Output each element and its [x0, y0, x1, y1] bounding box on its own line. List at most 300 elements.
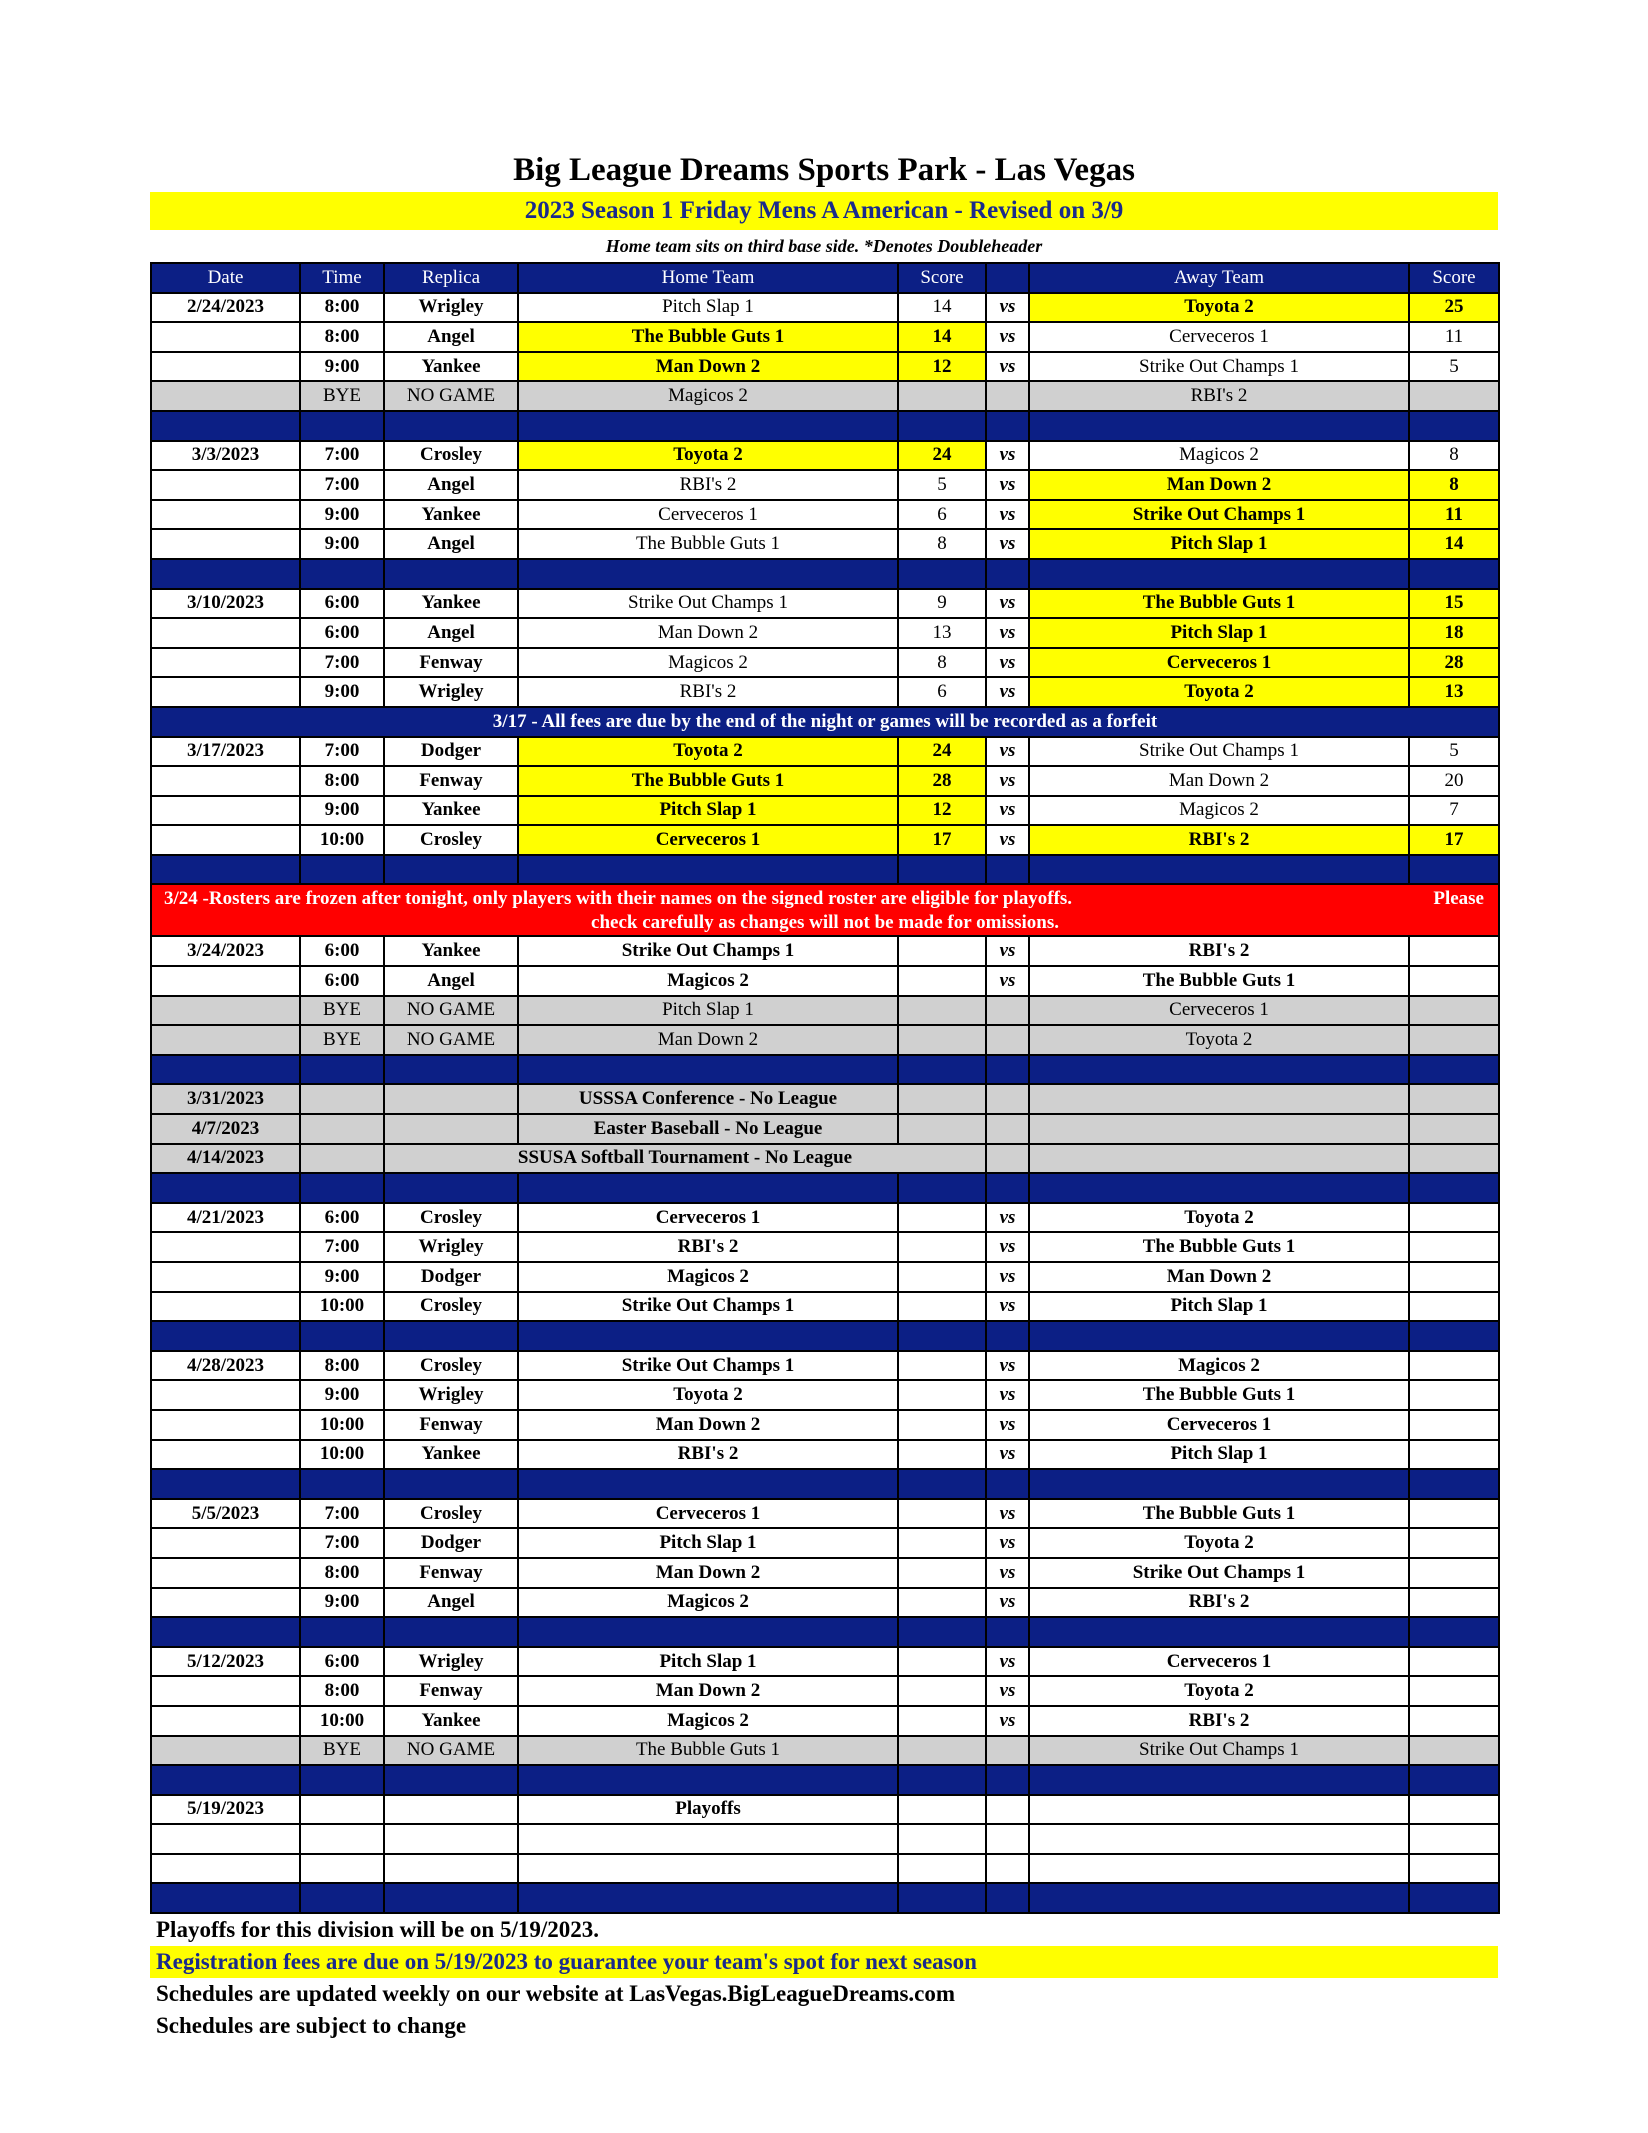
game-row — [151, 1440, 1499, 1470]
row-away-score — [1409, 936, 1499, 966]
row-away-score: 13 — [1409, 677, 1499, 707]
row-vs — [986, 1854, 1029, 1884]
row-home-score — [898, 1736, 986, 1766]
row-away-team: Strike Out Champs 1 — [1029, 1736, 1409, 1766]
row-home-score — [898, 1025, 986, 1055]
row-replica: NO GAME — [384, 381, 518, 411]
row-replica: Fenway — [384, 766, 518, 796]
row-vs: vs — [986, 648, 1029, 678]
row-home-score — [898, 1262, 986, 1292]
row-away-score: 14 — [1409, 529, 1499, 559]
row-home-score: 28 — [898, 766, 986, 796]
row-home-team: RBI's 2 — [518, 470, 898, 500]
row-date — [151, 1292, 300, 1322]
bye-row — [151, 1025, 1499, 1055]
row-home-score — [898, 1440, 986, 1470]
row-time: 7:00 — [300, 441, 384, 471]
row-home-team: Man Down 2 — [518, 1676, 898, 1706]
separator-cell — [300, 559, 384, 589]
row-date: 4/21/2023 — [151, 1203, 300, 1233]
row-time: 9:00 — [300, 677, 384, 707]
row-replica: Wrigley — [384, 1647, 518, 1677]
row-time: 6:00 — [300, 589, 384, 619]
row-replica: Wrigley — [384, 677, 518, 707]
separator-cell — [1409, 1055, 1499, 1085]
row-vs: vs — [986, 1410, 1029, 1440]
row-replica: Yankee — [384, 936, 518, 966]
row-date: 3/17/2023 — [151, 737, 300, 767]
row-away-team: The Bubble Guts 1 — [1029, 1499, 1409, 1529]
row-vs: vs — [986, 1647, 1029, 1677]
row-date — [151, 677, 300, 707]
row-home-score — [898, 1528, 986, 1558]
row-date: 4/28/2023 — [151, 1351, 300, 1381]
row-away-team: Toyota 2 — [1029, 1203, 1409, 1233]
separator-cell — [1029, 1883, 1409, 1913]
row-vs — [986, 1824, 1029, 1854]
row-time — [300, 1824, 384, 1854]
week-separator — [151, 1469, 1499, 1499]
row-vs: vs — [986, 352, 1029, 382]
row-home-score — [898, 1824, 986, 1854]
row-time — [300, 1084, 384, 1114]
row-vs: vs — [986, 966, 1029, 996]
separator-cell — [518, 1883, 898, 1913]
row-away-score — [1409, 1351, 1499, 1381]
separator-cell — [384, 1765, 518, 1795]
game-row — [151, 1203, 1499, 1233]
row-replica: Crosley — [384, 1351, 518, 1381]
row-vs: vs — [986, 1380, 1029, 1410]
row-away-score — [1409, 1706, 1499, 1736]
row-replica: Yankee — [384, 1440, 518, 1470]
row-away-team: The Bubble Guts 1 — [1029, 1380, 1409, 1410]
row-home-team: Magicos 2 — [518, 648, 898, 678]
row-date — [151, 996, 300, 1026]
row-replica: Fenway — [384, 1410, 518, 1440]
row-away-team: Toyota 2 — [1029, 1676, 1409, 1706]
row-away-team: Pitch Slap 1 — [1029, 529, 1409, 559]
row-vs — [986, 1114, 1029, 1144]
row-date — [151, 322, 300, 352]
row-away-score — [1409, 1380, 1499, 1410]
separator-cell — [151, 1617, 300, 1647]
separator-cell — [986, 1765, 1029, 1795]
row-vs: vs — [986, 293, 1029, 323]
separator-cell — [898, 1765, 986, 1795]
row-date — [151, 1558, 300, 1588]
row-replica: Angel — [384, 1588, 518, 1618]
row-away-score: 17 — [1409, 825, 1499, 855]
footer-website-note: Schedules are updated weekly on our website at LasVegas.BigLeagueDreams.com — [156, 1981, 956, 2007]
row-home-team: Man Down 2 — [518, 352, 898, 382]
row-date — [151, 1588, 300, 1618]
separator-cell — [986, 559, 1029, 589]
row-away-team: Toyota 2 — [1029, 1025, 1409, 1055]
row-replica: Fenway — [384, 1558, 518, 1588]
row-home-score — [898, 1203, 986, 1233]
page-subtitle: 2023 Season 1 Friday Mens A American - Revised on 3/9 — [150, 192, 1498, 230]
row-date: 3/10/2023 — [151, 589, 300, 619]
row-home-team: Cerveceros 1 — [518, 1203, 898, 1233]
row-away-score — [1409, 1440, 1499, 1470]
row-time: 9:00 — [300, 500, 384, 530]
row-away-score — [1409, 1410, 1499, 1440]
row-replica: Angel — [384, 529, 518, 559]
row-vs: vs — [986, 618, 1029, 648]
row-away-score — [1409, 1854, 1499, 1884]
row-home-team: Magicos 2 — [518, 966, 898, 996]
row-replica: NO GAME — [384, 1736, 518, 1766]
separator-cell — [1029, 855, 1409, 885]
game-row — [151, 796, 1499, 826]
row-replica: Angel — [384, 322, 518, 352]
row-home-team: Toyota 2 — [518, 737, 898, 767]
row-time: 10:00 — [300, 1410, 384, 1440]
row-home-team: Magicos 2 — [518, 381, 898, 411]
row-away-score: 11 — [1409, 500, 1499, 530]
row-date — [151, 1440, 300, 1470]
bye-row — [151, 996, 1499, 1026]
row-home-team: Magicos 2 — [518, 1262, 898, 1292]
row-time: 10:00 — [300, 1292, 384, 1322]
game-row — [151, 1499, 1499, 1529]
separator-cell — [151, 1469, 300, 1499]
separator-cell — [898, 1883, 986, 1913]
row-date — [151, 381, 300, 411]
row-vs: vs — [986, 677, 1029, 707]
col-header-time: Time — [300, 263, 384, 293]
separator-cell — [1409, 1173, 1499, 1203]
game-row — [151, 766, 1499, 796]
home-team-note: Home team sits on third base side. *Denotes Doubleheader — [605, 236, 1043, 256]
row-time: 7:00 — [300, 648, 384, 678]
row-replica: Yankee — [384, 1706, 518, 1736]
separator-cell — [300, 1469, 384, 1499]
separator-cell — [898, 559, 986, 589]
row-home-team: Man Down 2 — [518, 1410, 898, 1440]
week-separator — [151, 1883, 1499, 1913]
row-vs — [986, 996, 1029, 1026]
game-row — [151, 1232, 1499, 1262]
row-date — [151, 825, 300, 855]
separator-cell — [151, 1173, 300, 1203]
row-home-score: 8 — [898, 648, 986, 678]
row-home-team: Cerveceros 1 — [518, 500, 898, 530]
row-vs: vs — [986, 1440, 1029, 1470]
no-league-row — [151, 1114, 1499, 1144]
row-time: 9:00 — [300, 1380, 384, 1410]
separator-cell — [1029, 1321, 1409, 1351]
row-away-score — [1409, 1084, 1499, 1114]
row-time: 8:00 — [300, 1676, 384, 1706]
table-header-row — [151, 263, 1499, 293]
row-date — [151, 618, 300, 648]
row-away-team: Toyota 2 — [1029, 1528, 1409, 1558]
game-row — [151, 966, 1499, 996]
row-home-team — [518, 1854, 898, 1884]
row-vs: vs — [986, 1203, 1029, 1233]
separator-cell — [518, 1617, 898, 1647]
row-home-score — [898, 1647, 986, 1677]
separator-cell — [518, 1055, 898, 1085]
row-date — [151, 529, 300, 559]
row-vs: vs — [986, 1262, 1029, 1292]
separator-cell — [518, 411, 898, 441]
game-row — [151, 1588, 1499, 1618]
row-away-team: Cerveceros 1 — [1029, 1410, 1409, 1440]
row-home-team: Man Down 2 — [518, 1025, 898, 1055]
row-date: 5/5/2023 — [151, 1499, 300, 1529]
row-away-score — [1409, 1499, 1499, 1529]
row-away-score: 15 — [1409, 589, 1499, 619]
no-league-text: SSUSA Softball Tournament - No League — [384, 1144, 986, 1174]
row-away-team — [1029, 1854, 1409, 1884]
row-home-team: Pitch Slap 1 — [518, 1528, 898, 1558]
row-away-team: The Bubble Guts 1 — [1029, 589, 1409, 619]
row-home-score: 17 — [898, 825, 986, 855]
row-away-team — [1029, 1144, 1409, 1174]
separator-cell — [384, 1321, 518, 1351]
row-home-score: 5 — [898, 470, 986, 500]
row-vs: vs — [986, 441, 1029, 471]
row-away-score — [1409, 1647, 1499, 1677]
separator-cell — [384, 1617, 518, 1647]
separator-cell — [1029, 411, 1409, 441]
row-date — [151, 1706, 300, 1736]
row-away-team: Pitch Slap 1 — [1029, 1440, 1409, 1470]
row-home-score — [898, 1114, 986, 1144]
game-row — [151, 1676, 1499, 1706]
row-away-team: Toyota 2 — [1029, 677, 1409, 707]
game-row — [151, 1528, 1499, 1558]
game-row — [151, 1380, 1499, 1410]
game-row — [151, 677, 1499, 707]
game-row — [151, 618, 1499, 648]
row-away-team: Strike Out Champs 1 — [1029, 737, 1409, 767]
page-title: Big League Dreams Sports Park - Las Vegas — [513, 152, 1135, 188]
separator-cell — [300, 1321, 384, 1351]
row-time: BYE — [300, 996, 384, 1026]
row-home-score — [898, 1676, 986, 1706]
row-time: 7:00 — [300, 1499, 384, 1529]
row-home-score — [898, 1232, 986, 1262]
row-away-score — [1409, 1588, 1499, 1618]
separator-cell — [300, 1617, 384, 1647]
row-replica: Yankee — [384, 352, 518, 382]
row-home-team: Man Down 2 — [518, 618, 898, 648]
row-replica: Wrigley — [384, 1232, 518, 1262]
separator-cell — [384, 1469, 518, 1499]
separator-cell — [986, 1883, 1029, 1913]
row-away-team — [1029, 1084, 1409, 1114]
week-separator — [151, 855, 1499, 885]
footer-registration-note: Registration fees are due on 5/19/2023 to guarantee your team's spot for next season — [150, 1946, 1498, 1978]
separator-cell — [1409, 855, 1499, 885]
row-replica: Dodger — [384, 737, 518, 767]
row-away-score — [1409, 1558, 1499, 1588]
game-row — [151, 1351, 1499, 1381]
roster-alert-row — [151, 884, 1499, 936]
separator-cell — [151, 1765, 300, 1795]
separator-cell — [986, 855, 1029, 885]
game-row — [151, 1647, 1499, 1677]
game-row — [151, 1292, 1499, 1322]
row-home-score: 6 — [898, 500, 986, 530]
game-row — [151, 441, 1499, 471]
row-time: 7:00 — [300, 1528, 384, 1558]
row-home-score — [898, 1588, 986, 1618]
row-away-score — [1409, 1262, 1499, 1292]
row-home-team: Pitch Slap 1 — [518, 1647, 898, 1677]
row-home-team: Magicos 2 — [518, 1588, 898, 1618]
row-away-team: Pitch Slap 1 — [1029, 1292, 1409, 1322]
fees-banner-text: 3/17 - All fees are due by the end of the night or games will be recorded as a forfeit — [151, 707, 1499, 737]
row-time — [300, 1114, 384, 1144]
row-away-score — [1409, 1114, 1499, 1144]
row-home-team: Magicos 2 — [518, 1706, 898, 1736]
row-vs: vs — [986, 936, 1029, 966]
game-row — [151, 589, 1499, 619]
separator-cell — [1409, 411, 1499, 441]
row-date — [151, 1232, 300, 1262]
row-away-score — [1409, 1736, 1499, 1766]
row-home-team: The Bubble Guts 1 — [518, 529, 898, 559]
separator-cell — [898, 1617, 986, 1647]
row-away-score: 5 — [1409, 737, 1499, 767]
separator-cell — [518, 1469, 898, 1499]
separator-cell — [986, 1055, 1029, 1085]
row-home-score: 14 — [898, 293, 986, 323]
row-away-team: Pitch Slap 1 — [1029, 618, 1409, 648]
row-home-score: 14 — [898, 322, 986, 352]
bye-row — [151, 1736, 1499, 1766]
row-away-score: 5 — [1409, 352, 1499, 382]
row-home-team: The Bubble Guts 1 — [518, 322, 898, 352]
game-row — [151, 1854, 1499, 1884]
row-vs: vs — [986, 1292, 1029, 1322]
separator-cell — [151, 1321, 300, 1351]
row-time: 8:00 — [300, 322, 384, 352]
no-league-text: USSSA Conference - No League — [518, 1084, 898, 1114]
row-home-team: Strike Out Champs 1 — [518, 589, 898, 619]
separator-cell — [1029, 1173, 1409, 1203]
row-away-score — [1409, 1144, 1499, 1174]
row-date — [151, 966, 300, 996]
row-vs — [986, 381, 1029, 411]
row-home-score — [898, 1380, 986, 1410]
row-away-team: Man Down 2 — [1029, 766, 1409, 796]
row-date: 2/24/2023 — [151, 293, 300, 323]
row-away-team: RBI's 2 — [1029, 381, 1409, 411]
row-away-team: RBI's 2 — [1029, 825, 1409, 855]
game-row — [151, 470, 1499, 500]
row-home-team: The Bubble Guts 1 — [518, 766, 898, 796]
row-home-team: Pitch Slap 1 — [518, 996, 898, 1026]
row-home-score — [898, 1795, 986, 1825]
col-header-replica: Replica — [384, 263, 518, 293]
row-home-team: Pitch Slap 1 — [518, 293, 898, 323]
row-home-team: RBI's 2 — [518, 1232, 898, 1262]
row-away-score — [1409, 1232, 1499, 1262]
row-time: 8:00 — [300, 766, 384, 796]
row-away-score — [1409, 1795, 1499, 1825]
row-home-score: 8 — [898, 529, 986, 559]
row-away-score: 11 — [1409, 322, 1499, 352]
game-row — [151, 529, 1499, 559]
separator-cell — [1409, 1765, 1499, 1795]
separator-cell — [300, 1173, 384, 1203]
row-replica — [384, 1795, 518, 1825]
row-replica — [384, 1854, 518, 1884]
week-separator — [151, 559, 1499, 589]
separator-cell — [151, 411, 300, 441]
row-time: 6:00 — [300, 1647, 384, 1677]
separator-cell — [986, 1617, 1029, 1647]
separator-cell — [1029, 1055, 1409, 1085]
row-date — [151, 648, 300, 678]
row-away-score: 25 — [1409, 293, 1499, 323]
row-replica: Crosley — [384, 1203, 518, 1233]
row-home-team: Toyota 2 — [518, 441, 898, 471]
separator-cell — [518, 1321, 898, 1351]
row-home-score — [898, 1558, 986, 1588]
row-home-score — [898, 1706, 986, 1736]
separator-cell — [384, 855, 518, 885]
row-replica: Crosley — [384, 1292, 518, 1322]
row-home-score — [898, 1854, 986, 1884]
roster-alert-cell — [151, 884, 1499, 936]
row-replica: Wrigley — [384, 1380, 518, 1410]
row-home-team: Cerveceros 1 — [518, 825, 898, 855]
row-replica: Crosley — [384, 1499, 518, 1529]
row-home-team: Strike Out Champs 1 — [518, 1292, 898, 1322]
separator-cell — [384, 1883, 518, 1913]
row-time: 9:00 — [300, 529, 384, 559]
row-replica — [384, 1084, 518, 1114]
row-vs — [986, 1144, 1029, 1174]
row-date: 5/12/2023 — [151, 1647, 300, 1677]
row-date — [151, 1410, 300, 1440]
week-separator — [151, 1173, 1499, 1203]
row-time: 10:00 — [300, 1706, 384, 1736]
row-away-team: Cerveceros 1 — [1029, 648, 1409, 678]
row-home-team: Pitch Slap 1 — [518, 796, 898, 826]
separator-cell — [898, 1173, 986, 1203]
row-replica: Yankee — [384, 500, 518, 530]
roster-alert — [152, 885, 1498, 935]
separator-cell — [1029, 1765, 1409, 1795]
separator-cell — [300, 1883, 384, 1913]
row-date: 4/14/2023 — [151, 1144, 300, 1174]
separator-cell — [986, 1173, 1029, 1203]
row-away-team: Man Down 2 — [1029, 1262, 1409, 1292]
row-away-team: Magicos 2 — [1029, 441, 1409, 471]
row-away-score: 20 — [1409, 766, 1499, 796]
separator-cell — [898, 1055, 986, 1085]
row-replica — [384, 1824, 518, 1854]
week-separator — [151, 1321, 1499, 1351]
week-separator — [151, 1055, 1499, 1085]
row-time: BYE — [300, 1736, 384, 1766]
row-away-team: Man Down 2 — [1029, 470, 1409, 500]
separator-cell — [1409, 1883, 1499, 1913]
separator-cell — [300, 411, 384, 441]
row-away-score — [1409, 1025, 1499, 1055]
game-row — [151, 1558, 1499, 1588]
separator-cell — [898, 1321, 986, 1351]
row-away-team: Cerveceros 1 — [1029, 1647, 1409, 1677]
